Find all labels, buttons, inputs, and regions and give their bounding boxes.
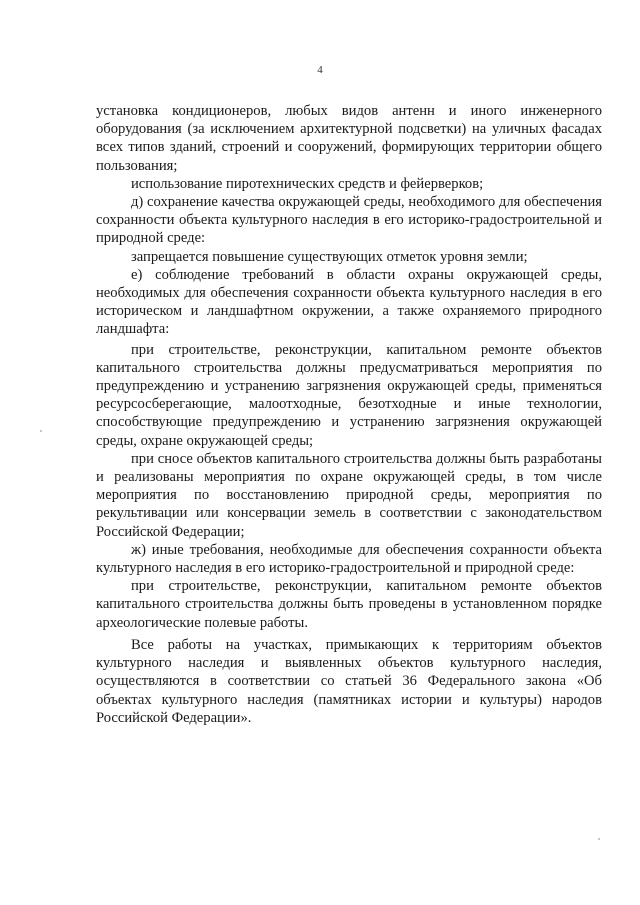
paragraph-item-zh: ж) иные требования, необходимые для обеспечения сохранности объекта культурного наследия в его историко-градостроительной и природной среде: (96, 541, 602, 577)
scan-speck (598, 838, 600, 840)
paragraph-item-d: д) сохранение качества окружающей среды, необходимого для обеспечения сохранности объекта культурного наследия в его историко-градостроительной и природной среде: (96, 194, 602, 247)
paragraph-antennas: установка кондиционеров, любых видов антенн и иного инженерного оборудования (за исключением архитектурной подсветки) на уличных фасадах всех типов зданий, строений и сооружений, формирующих территории общего пользования; (96, 103, 602, 174)
paragraph-item-e: е) соблюдение требований в области охраны окружающей среды, необходимых для обеспечения сохранности объекта культурного наследия в его историческом и ландшафтном окружении, а также охраняемого природного ландшафта: (96, 266, 602, 338)
paragraph-archaeology: при строительстве, реконструкции, капитальном ремонте объектов капитального строительства должны быть проведены в установленном порядке археологические полевые работы. (96, 578, 602, 631)
paragraph-federal-law: Все работы на участках, примыкающих к территориям объектов культурного наследия и выявленных объектов культурного наследия, осуществляются в соответствии со статьей 36 Федерального закона «Об объектах культурного наследия (памятниках истории и культуры) народов Российской Федерации». (96, 636, 602, 726)
page-number: 4 (317, 64, 323, 76)
paragraph-ground-level: запрещается повышение существующих отметок уровня земли; (131, 248, 528, 265)
scan-speck (40, 430, 42, 432)
paragraph-demolition: при сносе объектов капитального строительства должны быть разработаны и реализованы мероприятия по охране окружающей среды, в том числе мероприятия по восстановлению природной среды, мероприятия по рекультивации или консервации земель в соответствии с законодательством Российской Федерации; (96, 450, 602, 540)
paragraph-construction-measures: при строительстве, реконструкции, капитальном ремонте объектов капитального строительства должны предусматриваться мероприятия по предупреждению и устранению загрязнения окружающей среды, применяться ресурсосберегающие, малоотходные, безотходные и иные технологии, способствующие предупреждению и устранению загрязнения окружающей среды, охране окружающей среды; (96, 341, 602, 449)
document-body (96, 102, 602, 727)
paragraph-pyrotechnics: использование пиротехнических средств и фейерверков; (131, 175, 484, 192)
